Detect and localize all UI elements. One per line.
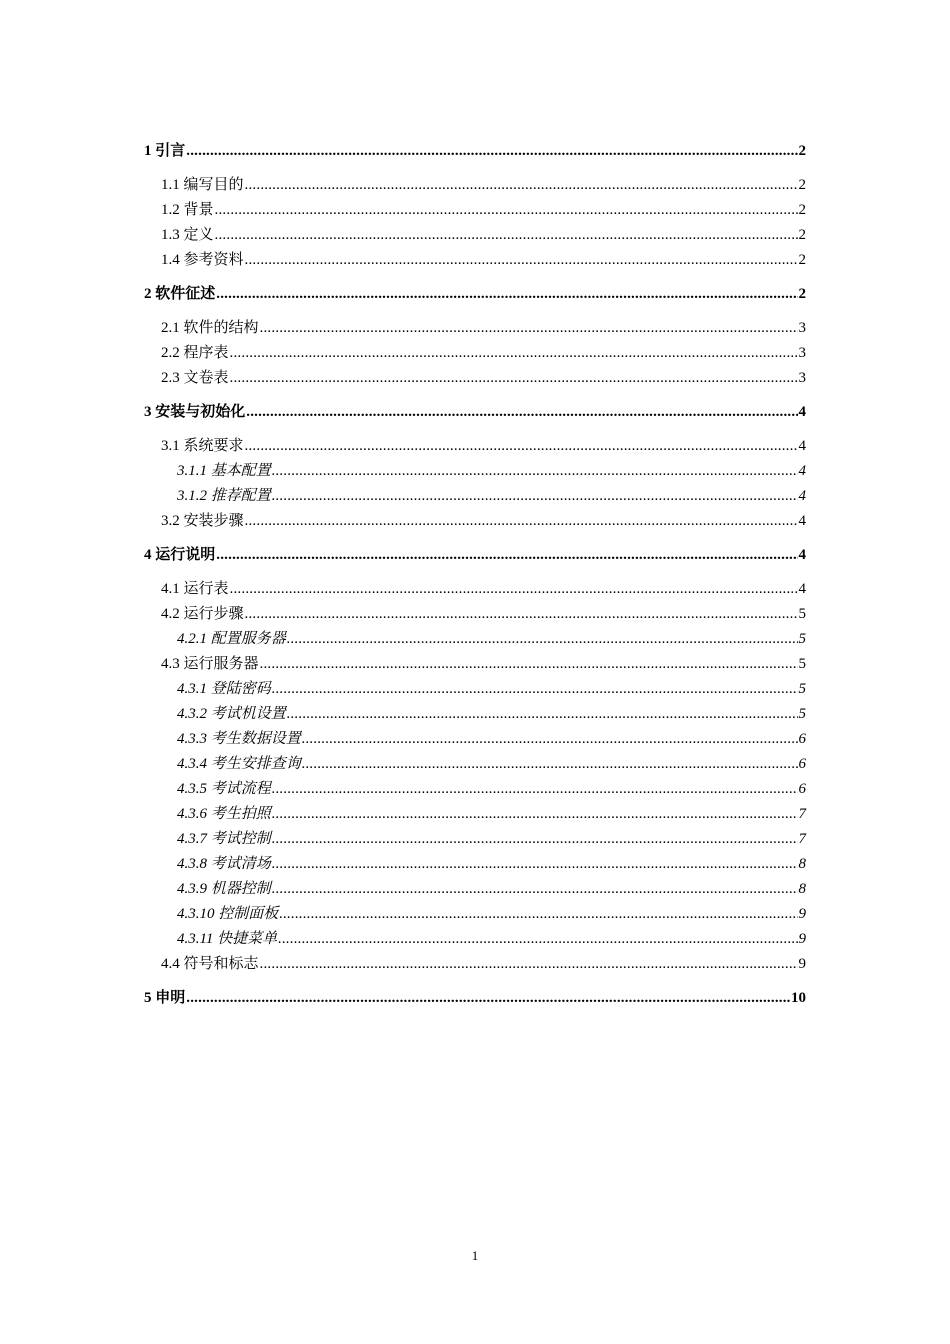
toc-entry-title: 4.3.7 考试控制 — [177, 831, 271, 847]
toc-dot-leader — [272, 779, 798, 799]
toc-entry-page-number: 2 — [798, 252, 806, 268]
toc-entry-title: 4.3.6 考生拍照 — [177, 806, 271, 822]
toc-subsection-entry[interactable] — [144, 724, 806, 749]
toc-entry-page-number: 4 — [798, 488, 806, 504]
toc-section-entry[interactable] — [144, 506, 806, 531]
toc-entry-page-number: 10 — [791, 990, 806, 1006]
toc-chapter-entry[interactable] — [144, 136, 806, 161]
toc-subsection-entry[interactable] — [144, 799, 806, 824]
toc-entry-title: 4.3.5 考试流程 — [177, 781, 271, 797]
toc-entry-page-number: 6 — [798, 781, 806, 797]
toc-entry-title: 4.3.4 考生安排查询 — [177, 756, 301, 772]
toc-entry-page-number: 4 — [798, 438, 806, 454]
toc-dot-leader — [272, 486, 798, 506]
toc-entry-title: 4.4 符号和标志 — [161, 956, 259, 972]
toc-section-entry[interactable] — [144, 170, 806, 195]
toc-dot-leader — [230, 579, 798, 599]
toc-dot-leader — [272, 829, 798, 849]
toc-entry-title: 1.3 定义 — [161, 227, 214, 243]
toc-entry-page-number: 8 — [798, 856, 806, 872]
toc-dot-leader — [260, 954, 798, 974]
toc-entry-page-number: 2 — [798, 286, 806, 302]
toc-subsection-entry[interactable] — [144, 624, 806, 649]
toc-dot-leader — [230, 343, 798, 363]
toc-entry-page-number: 5 — [798, 606, 806, 622]
toc-dot-leader — [279, 904, 797, 924]
toc-dot-leader — [230, 368, 798, 388]
toc-entry-title: 1.2 背景 — [161, 202, 214, 218]
toc-subsection-entry[interactable] — [144, 749, 806, 774]
toc-dot-leader — [278, 929, 797, 949]
toc-dot-leader — [215, 225, 798, 245]
toc-entry-page-number: 2 — [798, 143, 806, 159]
toc-entry-page-number: 3 — [798, 370, 806, 386]
toc-entry-page-number: 9 — [798, 931, 806, 947]
toc-dot-leader — [272, 804, 798, 824]
toc-entry-page-number: 5 — [798, 681, 806, 697]
page-number: 1 — [471, 1248, 479, 1263]
toc-entry-page-number: 5 — [798, 656, 806, 672]
toc-entry-page-number: 9 — [798, 906, 806, 922]
toc-entry-title: 3.1.2 推荐配置 — [177, 488, 271, 504]
toc-subsection-entry[interactable] — [144, 481, 806, 506]
toc-dot-leader — [272, 854, 798, 874]
toc-entry-title: 1.4 参考资料 — [161, 252, 244, 268]
toc-section-entry[interactable] — [144, 574, 806, 599]
toc-entry-page-number: 7 — [798, 831, 806, 847]
toc-dot-leader — [216, 545, 797, 565]
toc-subsection-entry[interactable] — [144, 699, 806, 724]
toc-chapter-entry[interactable] — [144, 540, 806, 565]
toc-entry-title: 3.2 安装步骤 — [161, 513, 244, 529]
toc-dot-leader — [272, 879, 798, 899]
toc-entry-page-number: 3 — [798, 345, 806, 361]
toc-entry-title: 4.3.10 控制面板 — [177, 906, 279, 922]
toc-entry-page-number: 6 — [798, 731, 806, 747]
toc-section-entry[interactable] — [144, 245, 806, 270]
toc-entry-title: 4.3.2 考试机设置 — [177, 706, 286, 722]
toc-entry-title: 4.3 运行服务器 — [161, 656, 259, 672]
toc-dot-leader — [302, 754, 798, 774]
toc-entry-page-number: 5 — [798, 631, 806, 647]
toc-subsection-entry[interactable] — [144, 849, 806, 874]
toc-entry-page-number: 9 — [798, 956, 806, 972]
toc-entry-page-number: 4 — [798, 463, 806, 479]
toc-entry-page-number: 8 — [798, 881, 806, 897]
toc-entry-page-number: 2 — [798, 177, 806, 193]
toc-entry-page-number: 3 — [798, 320, 806, 336]
toc-entry-title: 1 引言 — [144, 143, 186, 159]
toc-section-entry[interactable] — [144, 363, 806, 388]
toc-section-entry[interactable] — [144, 220, 806, 245]
toc-entry-title: 3.1.1 基本配置 — [177, 463, 271, 479]
toc-subsection-entry[interactable] — [144, 774, 806, 799]
toc-chapter-entry[interactable] — [144, 983, 806, 1008]
toc-dot-leader — [260, 318, 798, 338]
toc-dot-leader — [287, 704, 798, 724]
toc-subsection-entry[interactable] — [144, 824, 806, 849]
toc-dot-leader — [246, 402, 797, 422]
toc-dot-leader — [260, 654, 798, 674]
toc-subsection-entry[interactable] — [144, 924, 806, 949]
toc-entry-page-number: 4 — [798, 581, 806, 597]
toc-entry-title: 4.3.8 考试清场 — [177, 856, 271, 872]
toc-entry-page-number: 5 — [798, 706, 806, 722]
toc-entry-page-number: 2 — [798, 202, 806, 218]
toc-section-entry[interactable] — [144, 649, 806, 674]
toc-entry-page-number: 6 — [798, 756, 806, 772]
toc-subsection-entry[interactable] — [144, 456, 806, 481]
toc-entry-title: 1.1 编写目的 — [161, 177, 244, 193]
toc-section-entry[interactable] — [144, 195, 806, 220]
toc-entry-title: 2.2 程序表 — [161, 345, 229, 361]
toc-dot-leader — [272, 679, 798, 699]
toc-section-entry[interactable] — [144, 599, 806, 624]
toc-entry-title: 2.1 软件的结构 — [161, 320, 259, 336]
toc-entry-title: 4.2 运行步骤 — [161, 606, 244, 622]
toc-subsection-entry[interactable] — [144, 899, 806, 924]
toc-dot-leader — [287, 629, 798, 649]
toc-subsection-entry[interactable] — [144, 874, 806, 899]
toc-dot-leader — [302, 729, 798, 749]
toc-entry-title: 2.3 文卷表 — [161, 370, 229, 386]
toc-entry-title: 2 软件征述 — [144, 286, 216, 302]
toc-entry-title: 4.3.11 快捷菜单 — [177, 931, 278, 947]
toc-dot-leader — [186, 141, 797, 161]
toc-chapter-entry[interactable] — [144, 397, 806, 422]
toc-dot-leader — [245, 511, 798, 531]
toc-subsection-entry[interactable] — [144, 674, 806, 699]
toc-entry-title: 4.1 运行表 — [161, 581, 229, 597]
toc-dot-leader — [272, 461, 798, 481]
toc-entry-title: 3.1 系统要求 — [161, 438, 244, 454]
toc-entry-page-number: 4 — [798, 513, 806, 529]
toc-entry-title: 4.3.9 机器控制 — [177, 881, 271, 897]
toc-dot-leader — [215, 200, 798, 220]
toc-entry-title: 4 运行说明 — [144, 547, 216, 563]
toc-entry-title: 4.3.1 登陆密码 — [177, 681, 271, 697]
toc-dot-leader — [245, 175, 798, 195]
toc-dot-leader — [245, 250, 798, 270]
toc-entry-page-number: 4 — [798, 547, 806, 563]
table-of-contents — [144, 136, 806, 1017]
toc-entry-page-number: 2 — [798, 227, 806, 243]
toc-chapter-entry[interactable] — [144, 279, 806, 304]
toc-section-entry[interactable] — [144, 431, 806, 456]
toc-dot-leader — [245, 604, 798, 624]
toc-dot-leader — [245, 436, 798, 456]
toc-entry-title: 4.3.3 考生数据设置 — [177, 731, 301, 747]
toc-dot-leader — [216, 284, 797, 304]
toc-entry-title: 5 申明 — [144, 990, 186, 1006]
toc-section-entry[interactable] — [144, 949, 806, 974]
toc-entry-page-number: 4 — [798, 404, 806, 420]
toc-entry-title: 3 安装与初始化 — [144, 404, 246, 420]
toc-section-entry[interactable] — [144, 338, 806, 363]
toc-entry-title: 4.2.1 配置服务器 — [177, 631, 286, 647]
toc-section-entry[interactable] — [144, 313, 806, 338]
toc-entry-page-number: 7 — [798, 806, 806, 822]
toc-dot-leader — [186, 988, 790, 1008]
